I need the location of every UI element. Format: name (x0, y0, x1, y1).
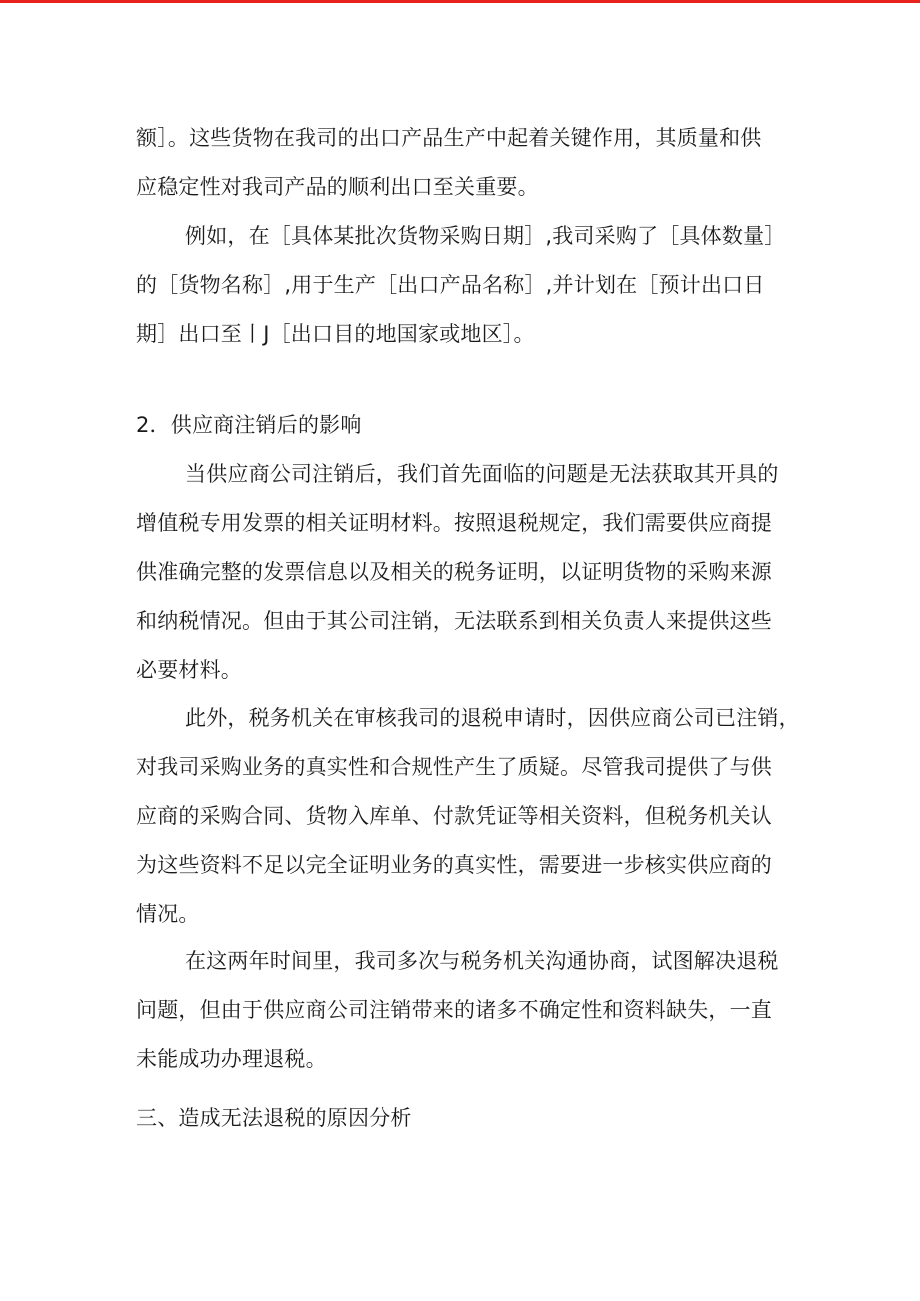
paragraph-line: 为这些资料不足以完全证明业务的真实性，需要进一步核实供应商的 (136, 853, 772, 877)
paragraph-line: 应商的采购合同、货物入库单、付款凭证等相关资料，但税务机关认 (136, 804, 772, 828)
paragraph-line: 当供应商公司注销后，我们首先面临的问题是无法获取其开具的 (185, 462, 779, 486)
paragraph-line: 和纳税情况。但由于其公司注销，无法联系到相关负责人来提供这些 (136, 609, 772, 633)
paragraph-line: 额］。这些货物在我司的出口产品生产中起着关键作用，其质量和供 (136, 126, 762, 150)
paragraph-line: 应稳定性对我司产品的顺利出口至关重要。 (136, 175, 539, 199)
paragraph-line: 对我司采购业务的真实性和合规性产生了质疑。尽管我司提供了与供 (136, 755, 772, 779)
section-heading: 三、造成无法退税的原因分析 (136, 1106, 412, 1130)
paragraph-line: 问题，但由于供应商公司注销带来的诸多不确定性和资料缺失，一直 (136, 998, 772, 1022)
paragraph-line: 必要材料。 (136, 658, 242, 682)
paragraph-line: 的［货物名称］,用于生产［出口产品名称］,并计划在［预计出口日 (136, 273, 765, 297)
paragraph-line: 期］出口至丨J［出口目的地国家或地区］。 (136, 322, 535, 346)
paragraph-line: 例如，在［具体某批次货物采购日期］,我司采购了［具体数量］ (185, 224, 786, 248)
paragraph-line: 此外，税务机关在审核我司的退税申请时，因供应商公司已注销， (185, 706, 800, 730)
paragraph-line: 情况。 (136, 902, 200, 926)
paragraph-line: 在这两年时间里，我司多次与税务机关沟通协商，试图解决退税 (185, 949, 779, 973)
paragraph-line: 增值税专用发票的相关证明材料。按照退税规定，我们需要供应商提 (136, 511, 772, 535)
paragraph-line: 供准确完整的发票信息以及相关的税务证明，以证明货物的采购来源 (136, 560, 772, 584)
paragraph-line: 未能成功办理退税。 (136, 1047, 327, 1071)
section-heading: 2．供应商注销后的影响 (136, 413, 362, 437)
